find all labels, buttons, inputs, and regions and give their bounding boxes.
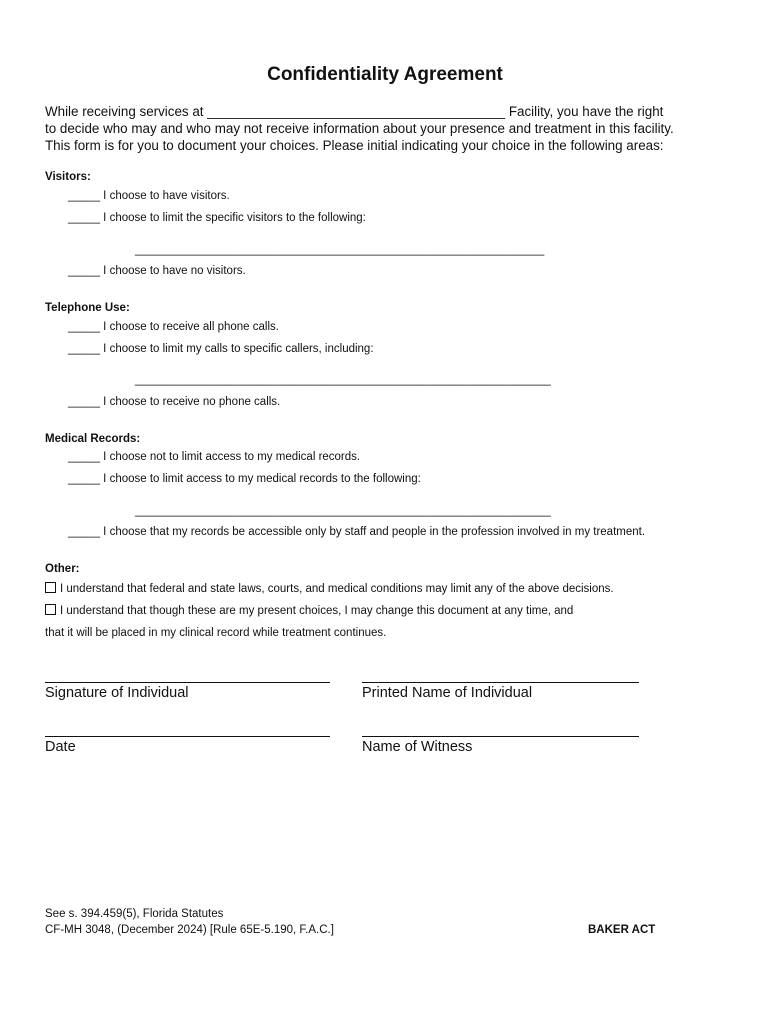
witness-line[interactable]: [362, 736, 639, 737]
intro-line-1: While receiving services at ________________________________________ Facility, you have the right: [45, 104, 664, 119]
printed-name-label: Printed Name of Individual: [362, 685, 533, 701]
visitors-option-have[interactable]: _____ I choose to have visitors.: [68, 190, 230, 202]
witness-label: Name of Witness: [362, 739, 473, 755]
visitors-option-limit[interactable]: _____ I choose to limit the specific visitors to the following:: [68, 212, 366, 224]
checkbox-icon[interactable]: [45, 604, 56, 615]
page-title: Confidentiality Agreement: [267, 64, 503, 85]
telephone-limit-fill-line[interactable]: _________________________________________________________________: [135, 374, 551, 386]
telephone-heading: Telephone Use:: [45, 302, 130, 314]
medical-option-staff-only[interactable]: _____ I choose that my records be accessible only by staff and people in the profession involved in my treatment.: [68, 526, 646, 538]
other-check-label-2: I understand that though these are my present choices, I may change this document at any time, and: [60, 605, 574, 617]
printed-name-line[interactable]: [362, 682, 639, 683]
other-check-item-1[interactable]: [45, 582, 614, 595]
other-line-3: that it will be placed in my clinical record while treatment continues.: [45, 627, 387, 639]
signature-label: Signature of Individual: [45, 685, 189, 701]
medical-heading: Medical Records:: [45, 433, 141, 445]
date-label: Date: [45, 739, 76, 755]
intro-line-3: This form is for you to document your choices. Please initial indicating your choice in the following areas:: [45, 138, 664, 153]
intro-line-2: to decide who may and who may not receive information about your presence and treatment in this facility.: [45, 121, 674, 136]
telephone-option-all[interactable]: _____ I choose to receive all phone calls.: [68, 321, 279, 333]
checkbox-icon[interactable]: [45, 582, 56, 593]
visitors-limit-fill-line[interactable]: ________________________________________________________________: [135, 244, 545, 256]
footer-form-id: CF-MH 3048, (December 2024) [Rule 65E-5.190, F.A.C.]: [45, 924, 334, 936]
telephone-option-none[interactable]: _____ I choose to receive no phone calls.: [68, 396, 281, 408]
medical-limit-fill-line[interactable]: _________________________________________________________________: [135, 505, 551, 517]
other-check-label-1: I understand that federal and state laws, courts, and medical conditions may limit any of the above decisions.: [60, 583, 614, 595]
telephone-option-limit[interactable]: _____ I choose to limit my calls to specific callers, including:: [68, 343, 374, 355]
date-line[interactable]: [45, 736, 330, 737]
visitors-option-none[interactable]: _____ I choose to have no visitors.: [68, 265, 246, 277]
medical-option-limit[interactable]: _____ I choose to limit access to my medical records to the following:: [68, 473, 421, 485]
footer-baker-act: BAKER ACT: [588, 924, 656, 936]
medical-option-no-limit[interactable]: _____ I choose not to limit access to my medical records.: [68, 451, 361, 463]
other-check-item-2[interactable]: [45, 604, 573, 617]
footer-statute: See s. 394.459(5), Florida Statutes: [45, 908, 224, 920]
signature-line[interactable]: [45, 682, 330, 683]
other-heading: Other:: [45, 563, 80, 575]
visitors-heading: Visitors:: [45, 171, 91, 183]
